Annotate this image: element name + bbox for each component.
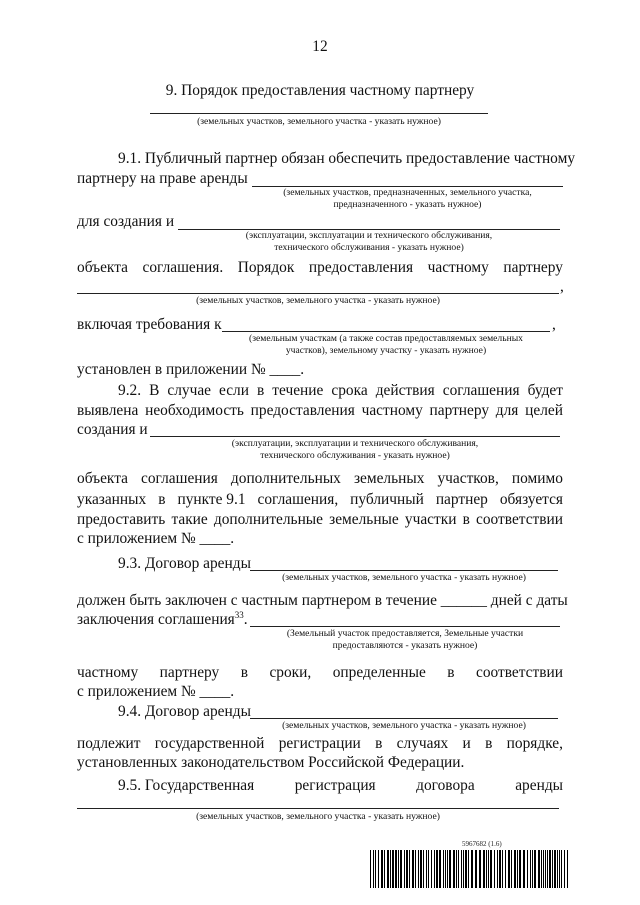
word: частному [427, 259, 489, 276]
word: срока [331, 382, 368, 399]
caption: (земельных участков, земельного участка - указать нужное) [196, 295, 440, 306]
paragraph-9-2-line [77, 511, 563, 529]
page-number: 12 [312, 38, 328, 55]
caption: (эксплуатации, эксплуатации и технического обслуживания, [231, 438, 479, 449]
word: для [495, 402, 519, 419]
text: . [243, 611, 248, 628]
word: регистрация [294, 777, 376, 794]
word: 9.5. Государственная [118, 777, 255, 794]
word: государственной [154, 735, 265, 752]
word: случае [167, 382, 211, 399]
word: указанных [77, 491, 147, 508]
word: подлежит [77, 735, 141, 752]
word: регистрации [278, 735, 361, 752]
caption: (земельных участков, земельного участка - указать нужное) [282, 720, 526, 731]
word: участки [404, 511, 457, 528]
paragraph-9-3-line: должен быть заключен с частным партнером в течение ______ дней с даты [77, 592, 568, 609]
caption: участков), земельному участку - указать нужное) [285, 345, 487, 356]
caption: (земельных участков, земельного участка - указать нужное) [282, 572, 526, 583]
blank-line [77, 808, 559, 809]
word: целей [525, 402, 563, 419]
caption: технического обслуживания - указать нужное) [274, 242, 464, 253]
paragraph-9-4-line: установленных законодательством Российской Федерации. [77, 754, 465, 771]
text: заключения соглашения [77, 611, 235, 628]
word: аренды [515, 777, 563, 794]
word: течение [272, 382, 324, 399]
word: 9.2. [118, 382, 142, 399]
word: такие [171, 511, 208, 528]
caption: (земельных участков, земельного участка - указать нужное) [196, 811, 440, 822]
caption: (эксплуатации, эксплуатации и технического обслуживания, [245, 230, 493, 241]
caption: (земельным участкам (а также состав предоставляемых земельных [249, 333, 523, 344]
blank-line [250, 718, 558, 719]
caption: (земельных участков, земельного участка - указать нужное) [197, 116, 441, 127]
word: необходимость [145, 402, 244, 419]
word: в [485, 735, 493, 752]
word: в [462, 511, 470, 528]
blank-line [150, 436, 560, 437]
word: В [149, 382, 160, 399]
word: договора [416, 777, 475, 794]
word: помимо [511, 470, 563, 487]
paragraph-9-1-line: 9.1. Публичный партнер обязан обеспечить предоставление частному [118, 150, 576, 167]
paragraph-9-2-line: создания и [77, 421, 148, 438]
word: в [447, 664, 455, 681]
paragraph-9-1-line: для создания и [77, 213, 175, 230]
blank-line [77, 293, 559, 294]
word: партнеру [429, 402, 490, 419]
word: дополнительных [230, 470, 341, 487]
paragraph-9-2-line: с приложением № ____. [77, 530, 235, 547]
paragraph-9-3-line: с приложением № ____. [77, 683, 235, 700]
comma: , [552, 316, 556, 333]
word: и [462, 735, 471, 752]
word: в [257, 382, 265, 399]
word: пункте 9.1 [177, 491, 246, 508]
paragraph-9-3-line [77, 611, 248, 629]
word: в [240, 664, 248, 681]
barcode [370, 850, 570, 888]
word: частному [361, 402, 423, 419]
paragraph-9-2-line [77, 470, 563, 488]
word: сроки, [269, 664, 312, 681]
word: предоставления [308, 259, 414, 276]
word: будет [527, 382, 563, 399]
caption: (земельных участков, предназначенных, земельного участка, [283, 187, 532, 198]
comma: , [560, 278, 564, 295]
word: предоставить [77, 511, 166, 528]
word: обязуется [499, 491, 563, 508]
word: земельные [329, 511, 399, 528]
paragraph-9-3-line: 9.3. Договор аренды [118, 555, 251, 572]
word: соглашения. [142, 259, 224, 276]
blank-line [222, 331, 550, 332]
word: действия [375, 382, 435, 399]
word: дополнительные [213, 511, 323, 528]
caption: технического обслуживания - указать нужное) [260, 450, 450, 461]
paragraph-9-5-line [118, 777, 563, 795]
word: объекта [77, 470, 128, 487]
word: в [375, 735, 383, 752]
paragraph-9-2-line [77, 491, 563, 509]
paragraph-9-2-line [77, 402, 563, 420]
word: выявлена [77, 402, 139, 419]
blank-line [150, 113, 488, 114]
word: соглашения [442, 382, 520, 399]
word: партнеру [159, 664, 220, 681]
paragraph-9-2-line [118, 382, 563, 400]
word: земельных [353, 470, 425, 487]
document-code: 5967682 (1.6) [462, 840, 502, 848]
caption: (Земельный участок предоставляется, Земельные участки [286, 628, 524, 639]
caption: предоставляются - указать нужное) [332, 640, 478, 651]
paragraph-9-1-line: партнеру на праве аренды [77, 170, 248, 187]
word: партнер [435, 491, 488, 508]
word: случаях [396, 735, 449, 752]
word: порядке, [506, 735, 563, 752]
word: соответствии [476, 664, 563, 681]
word: объекта [77, 259, 128, 276]
paragraph-9-4-line [77, 735, 563, 753]
word: участков, [437, 470, 499, 487]
blank-line [250, 626, 560, 627]
word: партнеру [503, 259, 563, 276]
word: соглашения [141, 470, 218, 487]
word: Порядок [237, 259, 295, 276]
blank-line [250, 570, 558, 571]
word: в [158, 491, 166, 508]
section-title: 9. Порядок предоставления частному партнеру [165, 82, 475, 99]
paragraph-9-3-line [77, 664, 563, 682]
word: соответствии [476, 511, 563, 528]
paragraph-9-4-line: 9.4. Договор аренды [118, 703, 251, 720]
word: соглашения, [257, 491, 339, 508]
paragraph-9-1-line [77, 259, 563, 277]
paragraph-9-1-line: установлен в приложении № ____. [77, 361, 305, 378]
word: определенные [332, 664, 426, 681]
word: если [219, 382, 249, 399]
word: частному [77, 664, 139, 681]
word: предоставления [250, 402, 355, 419]
caption: предназначенного - указать нужное) [333, 199, 482, 210]
footnote-ref: 33 [234, 609, 244, 620]
paragraph-9-1-line: включая требования к [77, 316, 222, 333]
word: публичный [350, 491, 424, 508]
